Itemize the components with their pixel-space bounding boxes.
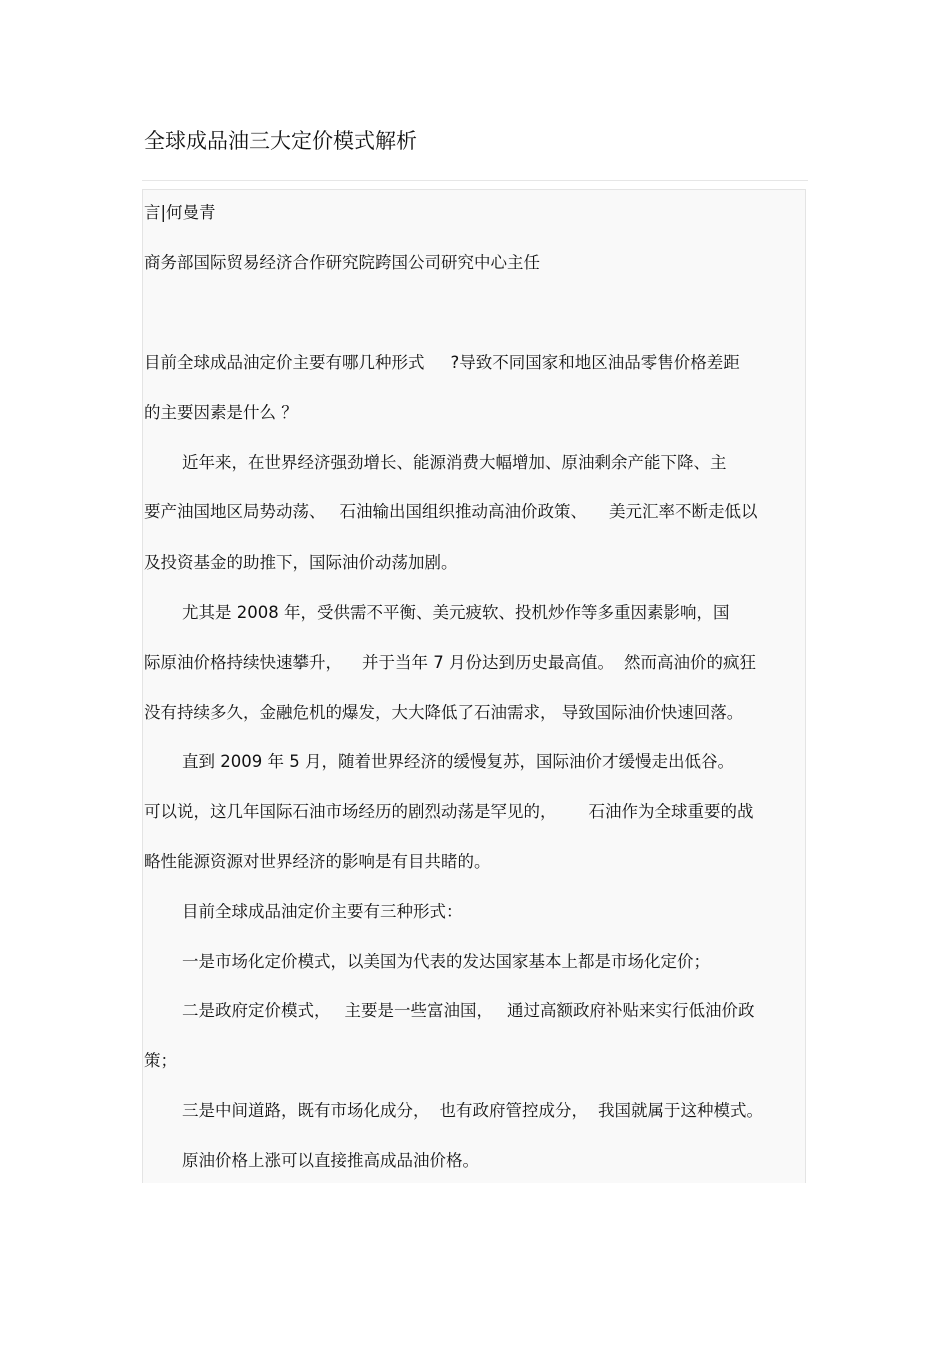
paragraph-2-line-1: 尤其是 2008 年，受供需不平衡、美元疲软、投机炒作等多重因素影响，国 bbox=[182, 603, 730, 622]
paragraph-6-line-1-c: 通过高额政府补贴来实行低油价政 bbox=[507, 1001, 755, 1020]
paragraph-6-line-2: 策； bbox=[144, 1051, 177, 1070]
article-body-box bbox=[142, 189, 806, 1183]
paragraph-4: 目前全球成品油定价主要有三种形式： bbox=[182, 902, 463, 921]
paragraph-3-line-2-a: 可以说，这几年国际石油市场经历的剧烈动荡是罕见的， bbox=[144, 802, 557, 821]
intro-question-line-1 bbox=[144, 351, 740, 375]
paragraph-1-line-2-c: 美元汇率不断走低以 bbox=[609, 502, 758, 521]
paragraph-2-line-3: 没有持续多久，金融危机的爆发，大大降低了石油需求， 导致国际油价快速回落。 bbox=[144, 703, 744, 722]
paragraph-2-line-2 bbox=[144, 651, 756, 675]
paragraph-7-a: 三是中间道路，既有市场化成分， bbox=[182, 1101, 430, 1120]
paragraph-2-line-2-c: 然而高油价的疯狂 bbox=[624, 653, 756, 672]
paragraph-2-line-2-a: 际原油价格持续快速攀升， bbox=[144, 653, 342, 672]
paragraph-3-line-2 bbox=[144, 800, 754, 824]
paragraph-3-line-3: 略性能源资源对世界经济的影响是有目共睹的。 bbox=[144, 852, 491, 871]
intro-question-line-2: 的主要因素是什么 ？ bbox=[144, 403, 298, 422]
paragraph-3-line-1: 直到 2009 年 5 月，随着世界经济的缓慢复苏，国际油价才缓慢走出低谷。 bbox=[182, 752, 734, 771]
intro-question-part-a: 目前全球成品油定价主要有哪几种形式 bbox=[144, 353, 425, 372]
paragraph-8: 原油价格上涨可以直接推高成品油价格。 bbox=[182, 1151, 479, 1170]
paragraph-2-line-2-b: 并于当年 7 月份达到历史最高值。 bbox=[362, 653, 614, 672]
paragraph-6-line-1-a: 二是政府定价模式， bbox=[182, 1001, 331, 1020]
paragraph-1-line-2 bbox=[144, 500, 758, 524]
paragraph-6-line-1-b: 主要是一些富油国， bbox=[344, 1001, 493, 1020]
paragraph-1-line-2-a: 要产油国地区局势动荡、 bbox=[144, 502, 326, 521]
paragraph-6-line-1 bbox=[182, 999, 755, 1023]
page-title: 全球成品油三大定价模式解析 bbox=[144, 129, 417, 153]
paragraph-1-line-1: 近年来，在世界经济强劲增长、能源消费大幅增加、原油剩余产能下降、主 bbox=[182, 453, 727, 472]
paragraph-7 bbox=[182, 1099, 763, 1123]
affiliation-line: 商务部国际贸易经济合作研究院跨国公司研究中心主任 bbox=[144, 253, 540, 272]
paragraph-7-b: 也有政府管控成分， bbox=[439, 1101, 588, 1120]
intro-question-part-b: ?导致不同国家和地区油品零售价格差距 bbox=[450, 353, 740, 372]
paragraph-3-line-2-b: 石油作为全球重要的战 bbox=[588, 802, 754, 821]
title-divider bbox=[142, 180, 808, 181]
author-line: 言|何曼青 bbox=[144, 203, 216, 222]
paragraph-5: 一是市场化定价模式，以美国为代表的发达国家基本上都是市场化定价； bbox=[182, 952, 710, 971]
paragraph-7-c: 我国就属于这种模式。 bbox=[598, 1101, 763, 1120]
paragraph-1-line-3: 及投资基金的助推下，国际油价动荡加剧。 bbox=[144, 553, 458, 572]
paragraph-1-line-2-b: 石油输出国组织推动高油价政策、 bbox=[339, 502, 587, 521]
